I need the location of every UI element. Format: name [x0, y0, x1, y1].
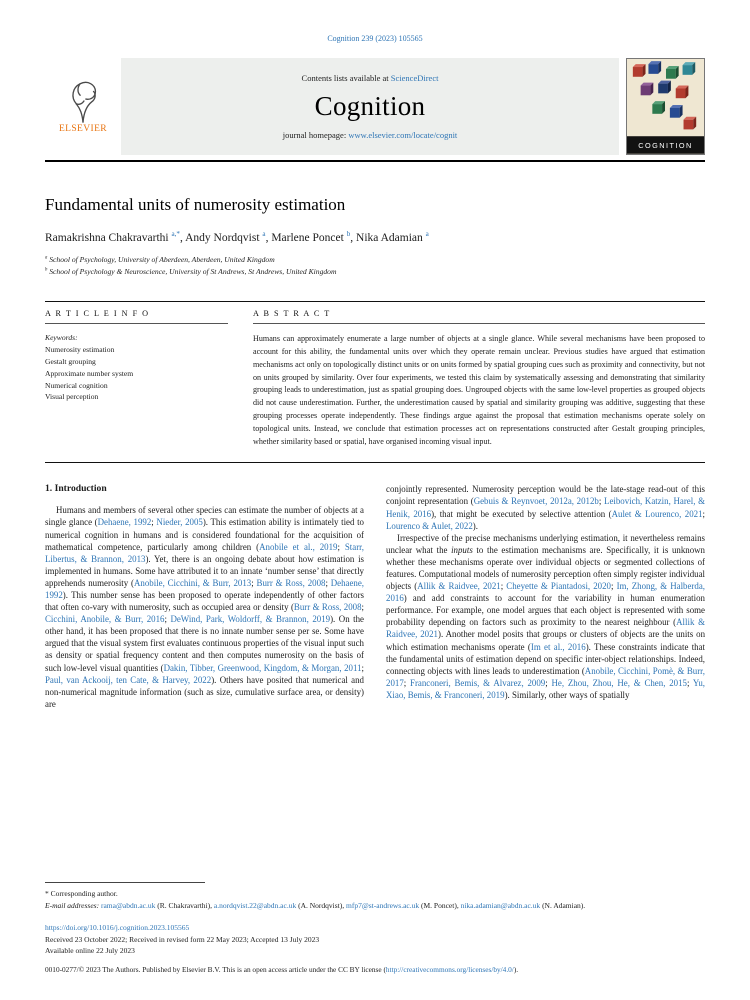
text-run: , Nika Adamian	[350, 232, 426, 244]
footnote-divider	[45, 882, 205, 883]
email-addresses-line	[45, 900, 705, 912]
cover-title: COGNITION	[638, 140, 693, 150]
abstract-heading: A B S T R A C T	[253, 309, 705, 324]
text-run: ;	[325, 577, 331, 588]
inline-link[interactable]: Allik & Raidvee, 2021	[417, 581, 501, 592]
journal-header	[45, 58, 705, 155]
text-run: b	[45, 267, 48, 273]
text-run: conjointly represented. Numerosity perception would be the late-stage read-out of this conjoint representation (	[386, 484, 705, 507]
text-run: ).	[472, 520, 478, 531]
inline-link[interactable]: He, Zhou, Zhou, He, & Chen, 2015	[551, 677, 687, 688]
elsevier-tree-icon	[63, 79, 103, 123]
text-run: (A. Nordqvist),	[296, 900, 346, 910]
inline-link[interactable]: Paul, van Ackooij, ten Cate, & Harvey, 2022	[45, 674, 212, 685]
text-run: Irrespective of the precise mechanisms underlying estimation, it nevertheless remains unclear what the	[386, 532, 705, 555]
inline-link[interactable]: Cicchini, Anobile, & Burr, 2016	[45, 614, 165, 625]
inline-link[interactable]: a	[262, 230, 266, 239]
keyword-item: Gestalt grouping	[45, 357, 96, 367]
text-run: ). These constraints indicate that the fundamental units of estimation depend on specific inter-object relationships. Indeed, connecting objects with lines leads to underestimation (	[386, 641, 706, 676]
text-run: E-mail addresses:	[45, 900, 101, 910]
journal-header-center	[121, 58, 619, 155]
affiliation-b	[45, 266, 705, 278]
text-run: , Andy Nordqvist	[179, 232, 263, 244]
keyword-item: Visual perception	[45, 392, 99, 402]
journal-homepage-link[interactable]: www.elsevier.com/locate/cognit	[348, 130, 458, 140]
text-run: ;	[598, 496, 605, 507]
text-run: (M. Poncet),	[419, 900, 461, 910]
text-run: ;	[337, 541, 345, 552]
affiliations	[45, 254, 705, 278]
text-run: ;	[500, 581, 507, 592]
text-run: ). This number sense has been proposed to operate independently of other factors that often co-vary with numerosity, such as occupied area or density (	[45, 589, 364, 613]
inline-link[interactable]: Im, Zhong, & Halberda, 2016	[386, 581, 705, 604]
inline-link[interactable]: Lourenco & Aulet, 2022	[386, 520, 473, 531]
inline-link[interactable]: Starr, Libertus, & Brannon, 2013	[45, 541, 364, 564]
affiliation-a	[45, 254, 705, 266]
text-run: inputs	[451, 544, 473, 555]
inline-link[interactable]: Gebuis & Reynvoet, 2012a, 2012b	[473, 496, 599, 507]
article-title: Fundamental units of numerosity estimation	[45, 195, 346, 214]
inline-link[interactable]: rama@abdn.ac.uk	[100, 900, 156, 910]
text-run: , Marlene Poncet	[265, 232, 347, 244]
text-run: ;	[251, 577, 257, 588]
inline-link[interactable]: DeWind, Park, Woldorff, & Brannon, 2019	[170, 614, 331, 625]
text-run: ). On the other hand, it has been proposed that there is no innate number sense per se. Some have argued that the visual system first evaluates continuous properties of the visual input such as density or spatial frequency content and then computes numerosity on the basis of such low-level visual quantities (	[45, 614, 364, 673]
text-run: ). This estimation ability is intimately tied to numerical cognition in humans and is considered foundational for the acquisition of mathematical competence, particularly among children (	[45, 517, 364, 552]
inline-link[interactable]: Anobile et al., 2019	[259, 541, 338, 552]
abstract-text: Humans can approximately enumerate a large number of objects at a single glance. While several mechanisms have been proposed to account for this ability, the fundamental units over which they operate remain unclear. Previous studies have argued that estimation mechanisms act only on topologically distinct units or on units formed by spatial grouping cues such as proximity and connectivity, but not on units grouped by similarity. Over four experiments, we tested this claim by systematically assessing and demonstrating that similarity grouping leads to underestimation, just as spatial grouping does. Ungrouped objects with the same low-level properties as grouped objects did not cause underestimation. Further, the underestimation caused by spatial and similarity grouping was additive, suggesting that these grouping processes operate independently. These findings argue against the proposal that estimation mechanisms operate solely on topological units. Instead, we conclude that estimation processes act on representations constructed after Gestalt grouping principles, whether similarity based or spatial, have organised incoming visual input.	[253, 334, 705, 446]
inline-link[interactable]: nika.adamian@abdn.ac.uk	[460, 900, 541, 910]
inline-link[interactable]: Leibovich, Katzin, Harel, & Henik, 2016	[386, 496, 706, 519]
journal-cover-art	[627, 59, 704, 154]
text-run: ;	[686, 677, 693, 688]
text-run: ;	[545, 677, 552, 688]
homepage-prefix: journal homepage:	[282, 130, 349, 140]
copyright-line	[45, 965, 705, 976]
inline-link[interactable]: Franconeri, Bemis, & Alvarez, 2009	[410, 677, 546, 688]
journal-cover[interactable]	[626, 58, 705, 155]
text-run: Humans and members of several other species can estimate the number of objects at a single glance (	[45, 505, 364, 528]
text-run: ).	[513, 965, 519, 975]
keywords-label: Keywords:	[45, 333, 78, 343]
text-run: ). Yet, there is an ongoing debate about how estimation is implemented in humans. Some have attributed it to an innate ‘number sense’ that directly apprehends numerosity (	[45, 553, 364, 588]
inline-link[interactable]: Burr & Ross, 2008	[256, 577, 326, 588]
text-run: Ramakrishna Chakravarthi	[45, 232, 172, 244]
article-info-heading: A R T I C L E I N F O	[45, 309, 228, 324]
corresponding-author-note: * Corresponding author.	[45, 889, 118, 899]
inline-link[interactable]: Dehaene, 1992	[97, 517, 152, 528]
text-run: ;	[361, 602, 365, 613]
inline-link[interactable]: Dehaene, 1992	[45, 577, 365, 600]
inline-link[interactable]: Yu, Xiao, Bemis, & Franconeri, 2019	[386, 677, 705, 700]
section-heading-introduction: 1. Introduction	[45, 483, 107, 495]
text-run: ;	[164, 614, 171, 625]
inline-link[interactable]: mfp7@st-andrews.ac.uk	[346, 900, 420, 910]
elsevier-wordmark: ELSEVIER	[58, 124, 108, 134]
inline-link[interactable]: Anobile, Cicchini, Pomè, & Burr, 2017	[386, 665, 705, 688]
text-run: ;	[610, 581, 617, 592]
inline-link[interactable]: Cheyette & Piantadosi, 2020	[506, 581, 611, 592]
inline-link[interactable]: Im et al., 2016	[530, 641, 586, 652]
journal-title: Cognition	[314, 91, 426, 121]
text-run: ). Others have posited that numerical and non-numerical magnitude information (such as size, cumulative surface area, or density) are	[45, 674, 364, 709]
text-run: School of Psychology & Neuroscience, University of St Andrews, St Andrews, United Kingdom	[47, 267, 337, 277]
received-dates-line: Received 23 October 2022; Received in revised form 22 May 2023; Accepted 13 July 2023	[45, 934, 320, 944]
inline-link[interactable]: Nieder, 2005	[156, 517, 203, 528]
doi-link[interactable]: https://doi.org/10.1016/j.cognition.2023.105565	[45, 923, 190, 933]
text-run: School of Psychology, University of Aberdeen, Aberdeen, United Kingdom	[47, 255, 275, 264]
inline-link[interactable]: http://creativecommons.org/licenses/by/4.0/	[385, 965, 514, 975]
contents-line	[302, 73, 439, 83]
body-paragraph	[386, 532, 705, 701]
text-run: ;	[403, 677, 411, 688]
journal-header-band	[45, 58, 619, 155]
inline-link[interactable]: a	[425, 230, 429, 239]
text-run: ). Similarly, other ways of spatially	[504, 689, 630, 700]
journal-citation-header[interactable]: Cognition 239 (2023) 105565	[327, 34, 423, 43]
inline-link[interactable]: b	[346, 230, 351, 239]
text-run: (N. Adamian).	[540, 900, 586, 910]
abstract-column	[253, 309, 705, 448]
text-run: ;	[361, 662, 364, 673]
text-run: to the estimation mechanisms are. Specifically, it is unknown whether these mechanisms operate over individual objects or segmented collections of features. Computational models of numerosity perception often simply register individual objects (	[386, 544, 705, 592]
body-column-right	[386, 483, 705, 710]
text-run: ;	[151, 517, 157, 528]
text-run: 0010-0277/© 2023 The Authors. Published by Elsevier B.V. This is an open access article under the CC BY license (	[45, 965, 386, 975]
text-run: ;	[702, 508, 705, 519]
available-online-line: Available online 22 July 2023	[45, 945, 135, 955]
text-run: ). Another model posits that groups or clusters of objects are the units on which estimation mechanisms operate (	[386, 629, 706, 652]
inline-link[interactable]: Anobile, Cicchini, & Burr, 2013	[133, 577, 252, 588]
article-info-column	[45, 309, 228, 448]
footer	[45, 882, 705, 976]
inline-link[interactable]: Aulet & Lourenco, 2021	[611, 508, 703, 519]
inline-link[interactable]: Burr & Ross, 2008	[293, 602, 362, 613]
text-run: a	[45, 255, 48, 261]
contents-prefix: Contents lists available at	[301, 73, 391, 83]
keyword-item: Approximate number system	[45, 368, 134, 378]
keyword-item: Numerical cognition	[45, 380, 108, 390]
text-run: (R. Chakravarthi),	[155, 900, 214, 910]
body-paragraph	[386, 483, 705, 531]
body-paragraph	[45, 504, 364, 710]
inline-link[interactable]: Dakin, Tibber, Greenwood, Kingdom, & Morgan, 2011	[163, 662, 362, 673]
header-divider	[45, 160, 705, 162]
inline-link[interactable]: Allik & Raidvee, 2021	[386, 617, 705, 640]
sciencedirect-link[interactable]: ScienceDirect	[390, 73, 439, 83]
text-run: ) and add constraints to account for the variability in human enumeration performance. For example, one model argues that each object is represented with some probability depending on factors such as proximity to the nearest neighbour (	[386, 593, 705, 628]
authors-line	[45, 232, 705, 244]
body-column-left	[45, 483, 364, 710]
inline-link[interactable]: a.nordqvist.22@abdn.ac.uk	[213, 900, 297, 910]
homepage-line	[283, 130, 458, 140]
elsevier-logo[interactable]	[45, 58, 121, 155]
article-info-abstract-section	[45, 301, 705, 463]
inline-link[interactable]: a,*	[171, 230, 180, 239]
article-body	[45, 483, 705, 710]
text-run: ), that might be executed by selective attention (	[431, 508, 612, 519]
keyword-item: Numerosity estimation	[45, 345, 115, 355]
